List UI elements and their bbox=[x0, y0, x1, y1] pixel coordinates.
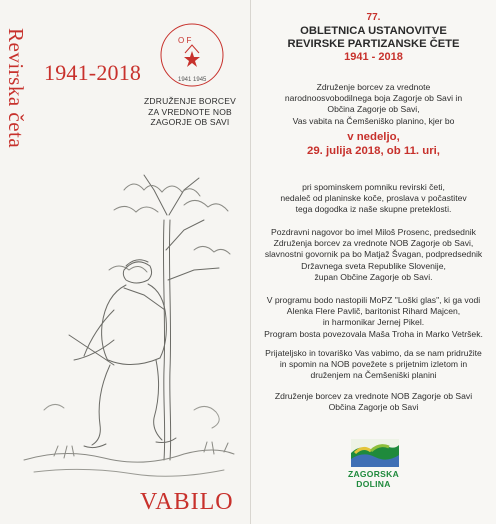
association-logo bbox=[154, 17, 230, 93]
text-line: Alenka Flere Pavlič, baritonist Rihard Majcen, bbox=[286, 306, 461, 317]
of-emblem-icon bbox=[154, 17, 230, 93]
heading-line: OBLETNICA USTANOVITVE bbox=[300, 25, 447, 37]
text-line: V programu bodo nastopili MoPZ "Loški glas", ki ga vodi bbox=[266, 295, 481, 305]
anniversary-number: 77. bbox=[366, 12, 381, 23]
text-line: Združenje borcev za vrednote NOB Zagorje ob Savi bbox=[274, 391, 473, 401]
text-line: Državnega sveta Republike Slovenije, bbox=[301, 260, 446, 271]
intro-paragraph bbox=[251, 82, 496, 127]
text-line: Vas vabita na Čemšeniško planino, kjer bo bbox=[292, 115, 455, 126]
partisan-sketch-illustration bbox=[14, 160, 244, 480]
logo-letters: O F bbox=[178, 36, 192, 45]
association-line: ZAGORJE OB SAVI bbox=[150, 117, 230, 127]
heading-line: REVIRSKE PARTIZANSKE ČETE bbox=[287, 38, 460, 50]
zagorska-dolina-logo-icon bbox=[349, 437, 401, 469]
brand-line: ZAGORSKA bbox=[347, 469, 400, 479]
text-line: tega dogodka iz naše skupne preteklosti. bbox=[295, 204, 452, 215]
vertical-title-text: Revirska četa bbox=[4, 28, 28, 149]
speakers-paragraph bbox=[251, 227, 496, 283]
text-line: Združenja borcev za vrednote NOB Zagorje ob Savi, bbox=[273, 238, 474, 249]
text-line: druženjem na Čemšeniški planini bbox=[310, 370, 437, 381]
text-line: slavnostni govornik pa bo Matjaž Švagan, podpredsednik bbox=[264, 249, 483, 260]
association-name bbox=[138, 96, 242, 128]
event-date bbox=[251, 130, 496, 158]
brand-line: DOLINA bbox=[356, 478, 391, 489]
association-line: ZDRUŽENJE BORCEV bbox=[144, 96, 236, 106]
text-line: nedaleč od planinske koče, proslava v počastitev bbox=[280, 193, 467, 204]
date-line: 29. julija 2018, ob 11. uri, bbox=[307, 145, 440, 157]
text-line: narodnoosvobodilnega boja Zagorje ob Savi in bbox=[284, 93, 463, 104]
text-line: in spomin na NOB povežete s prijetnim izletom in bbox=[279, 359, 468, 370]
text-panel bbox=[251, 0, 496, 524]
text-line: Pozdravni nagovor bo imel Miloš Prosenc, predsednik bbox=[271, 227, 476, 237]
program-paragraph bbox=[251, 295, 496, 340]
event-paragraph bbox=[251, 182, 496, 216]
heading-years: 1941 - 2018 bbox=[344, 51, 403, 63]
signature-paragraph bbox=[251, 391, 496, 413]
vertical-title bbox=[6, 28, 30, 178]
text-line: župan Občine Zagorje ob Savi. bbox=[314, 271, 433, 282]
logo-years: 1941 1945 bbox=[178, 77, 207, 83]
text-line: Prijateljsko in tovariško Vas vabimo, da se nam pridružite bbox=[265, 348, 482, 358]
text-line: Združenje borcev za vrednote bbox=[316, 82, 431, 92]
date-line: v nedeljo, bbox=[347, 131, 400, 143]
event-heading bbox=[251, 25, 496, 51]
text-line: Občina Zagorje ob Savi bbox=[328, 402, 419, 413]
text-line: pri spominskem pomniku revirski četi, bbox=[302, 182, 445, 192]
invitation-label: VABILO bbox=[140, 489, 234, 515]
text-line: Občina Zagorje ob Savi, bbox=[327, 104, 420, 115]
brand-name bbox=[251, 470, 496, 489]
cover-years: 1941-2018 bbox=[44, 60, 142, 85]
text-line: in harmonikar Jernej Pikel. bbox=[322, 317, 425, 328]
invite-paragraph bbox=[251, 348, 496, 382]
association-line: ZA VREDNOTE NOB bbox=[148, 106, 232, 117]
text-line: Program bosta povezovala Maša Troha in Marko Vetršek. bbox=[264, 328, 483, 339]
